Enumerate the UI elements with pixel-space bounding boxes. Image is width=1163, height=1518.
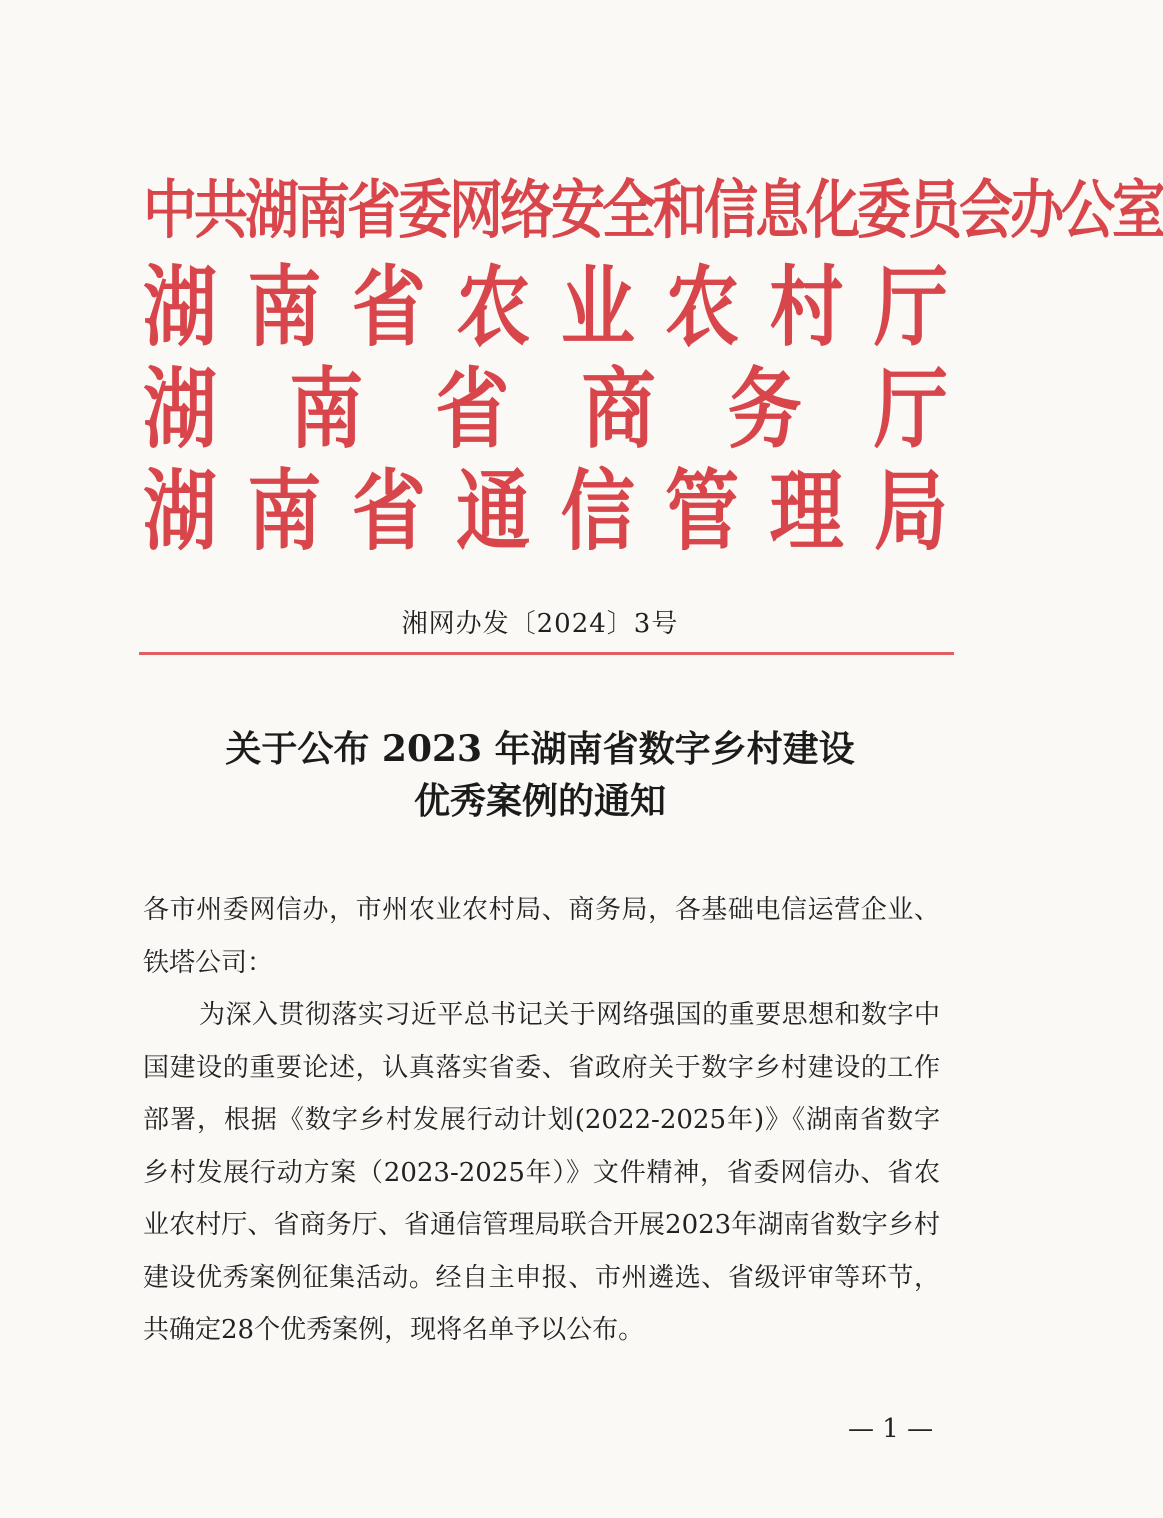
issuer-char: 务	[727, 359, 802, 461]
issuer-char: 湖	[143, 257, 217, 359]
issuer-char: 农	[456, 257, 531, 359]
issuer-char: 业	[560, 257, 635, 359]
issuer-char: 信	[704, 173, 755, 248]
issuer-char: 厅	[873, 359, 948, 461]
issuer-char: 络	[500, 173, 551, 248]
issuer-char: 管	[665, 461, 740, 563]
issuer-char: 商	[581, 359, 656, 461]
issuer-char: 员	[908, 173, 959, 248]
issuer-char: 南	[247, 461, 322, 563]
issuer-char: 南	[247, 257, 322, 359]
issuer-char: 省	[351, 461, 426, 563]
issuer-char: 会	[959, 173, 1010, 248]
issuer-char: 省	[435, 359, 510, 461]
issuer-char: 委	[857, 173, 908, 248]
issuer-char: 南	[296, 173, 347, 248]
issuer-char: 理	[769, 461, 844, 563]
issuer-char: 湖	[245, 173, 296, 248]
title-line-2: 优秀案例的通知	[413, 780, 666, 822]
issuer-char: 省	[351, 257, 426, 359]
issuer-char: 安	[551, 173, 602, 248]
addressee: 各市州委网信办，市州农业农村局、商务局，各基础电信运营企业、铁塔公司：	[143, 895, 940, 978]
issuer-char: 委	[398, 173, 449, 248]
issuer-char: 共	[194, 173, 245, 248]
issuer-char: 室	[1112, 173, 1163, 248]
red-separator-line	[139, 652, 954, 655]
issuer-char: 全	[602, 173, 653, 248]
issuer-char: 办	[1010, 173, 1061, 248]
page-number: — 1 —	[848, 1414, 934, 1444]
title-line-1: 关于公布 2023 年湖南省数字乡村建设	[225, 728, 855, 770]
issuer-char: 通	[456, 461, 531, 563]
issuer-char: 信	[560, 461, 635, 563]
issuer-char: 局	[873, 461, 948, 563]
issuer-char: 息	[755, 173, 806, 248]
issuer-char: 农	[665, 257, 740, 359]
issuer-char: 省	[347, 173, 398, 248]
issuer-communications-bureau	[143, 452, 948, 572]
issuer-header	[143, 165, 1163, 563]
issuer-char: 湖	[143, 461, 217, 563]
body-paragraph: 为深入贯彻落实习近平总书记关于网络强国的重要思想和数字中国建设的重要论述，认真落实省委、省政府关于数字乡村建设的工作部署，根据《数字乡村发展行动计划(2022-2025年)》《湖南省数字乡村发展行动方案（2023-2025年）》文件精神，省委网信办、省农业农村厅、省商务厅、省通信管理局联合开展2023年湖南省数字乡村建设优秀案例征集活动。经自主申报、市州遴选、省级评审等环节，共确定28个优秀案例，现将名单予以公布。	[143, 1000, 940, 1345]
issuer-char: 中	[143, 173, 194, 248]
issuer-char: 村	[769, 257, 844, 359]
issuer-char: 和	[653, 173, 704, 248]
document-title	[0, 723, 1080, 827]
issuer-char: 厅	[873, 257, 948, 359]
issuer-char: 湖	[143, 359, 217, 461]
issuer-char: 化	[806, 173, 857, 248]
issuer-char: 网	[449, 173, 500, 248]
document-number: 湘网办发〔2024〕3号	[401, 609, 679, 639]
issuer-char: 公	[1061, 173, 1112, 248]
document-body	[143, 884, 940, 1357]
issuer-char: 南	[289, 359, 364, 461]
